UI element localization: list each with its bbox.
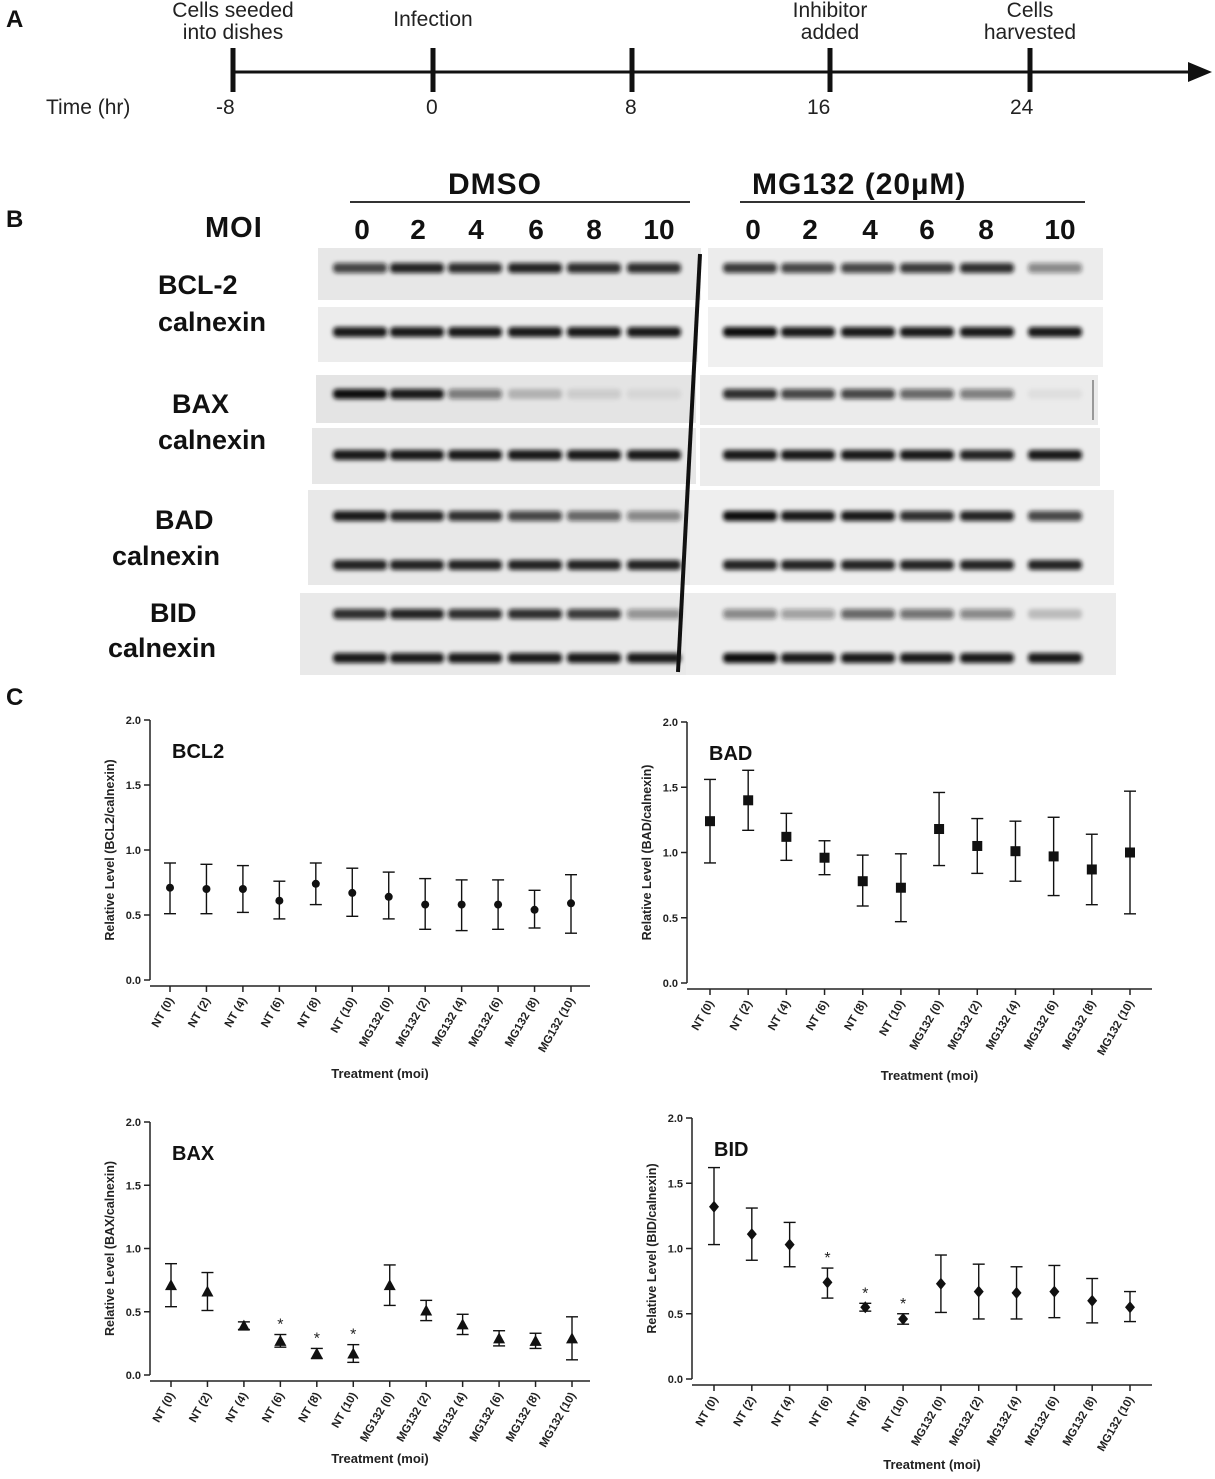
x-tick-label: MG132 (8) [503, 995, 542, 1050]
y-tick-label: 2.0 [662, 717, 678, 729]
blot-band [333, 560, 387, 570]
x-tick-label: NT (0) [689, 998, 717, 1033]
blot-band [723, 263, 777, 273]
x-tick-label: NT (2) [186, 995, 214, 1030]
timeline-event-label: Cells harvested [983, 0, 1077, 44]
x-axis-label: Treatment (moi) [331, 1451, 429, 1466]
data-point [421, 901, 429, 909]
x-tick-label: MG132 (0) [909, 1394, 948, 1449]
panel-label-a: A [6, 6, 24, 33]
blot-band [900, 560, 954, 570]
data-point [201, 1286, 213, 1297]
lane-label: 0 [354, 214, 370, 245]
blot-band [1028, 263, 1082, 273]
blot-band [960, 560, 1014, 570]
blot-band [781, 327, 835, 337]
blot-band [841, 450, 895, 460]
blot-band [781, 560, 835, 570]
lane-label: 0 [745, 214, 761, 245]
protein-label-bcl2: BCL-2 [158, 270, 238, 300]
blot-band [627, 389, 681, 399]
x-tick-label: NT (10) [328, 995, 359, 1036]
data-point [494, 901, 502, 909]
data-point [312, 880, 320, 888]
y-tick-label: 1.5 [125, 780, 141, 792]
x-tick-label: MG132 (0) [357, 995, 396, 1050]
y-axis-label: Relative Level (BAD/calnexin) [640, 764, 654, 941]
data-point [385, 893, 393, 901]
protein-label-bid: BID [150, 598, 197, 628]
data-point [1049, 851, 1059, 861]
x-tick-label: MG132 (0) [907, 998, 946, 1053]
western-blot [0, 0, 1215, 690]
blot-band [508, 450, 562, 460]
blot-band [448, 327, 502, 337]
x-tick-label: MG132 (10) [536, 995, 578, 1055]
x-tick-label: MG132 (4) [984, 998, 1023, 1053]
x-tick-label: NT (4) [766, 998, 793, 1033]
blot-band [390, 653, 444, 663]
blot-band [841, 609, 895, 619]
data-point [347, 1347, 359, 1358]
x-tick-label: NT (6) [807, 1394, 835, 1429]
data-point [936, 1278, 946, 1290]
blot-band [841, 389, 895, 399]
data-point [384, 1279, 396, 1290]
blot-band [1028, 450, 1082, 460]
data-point [420, 1304, 432, 1315]
data-point [165, 1279, 177, 1290]
blot-band [333, 389, 387, 399]
x-tick-label: MG132 (6) [1022, 998, 1061, 1053]
data-point [705, 816, 715, 826]
blot-band [841, 327, 895, 337]
x-tick-label: NT (0) [150, 1390, 178, 1425]
blot-band [448, 389, 502, 399]
chart-bad [607, 700, 1215, 1095]
blot-band [723, 653, 777, 663]
significance-star: * [899, 1295, 907, 1313]
significance-star: * [824, 1250, 831, 1268]
blot-strip [690, 490, 1114, 585]
blot-band [448, 609, 502, 619]
blot-band [627, 327, 681, 337]
data-point [972, 841, 982, 851]
blot-band [841, 263, 895, 273]
blot-band [567, 327, 621, 337]
data-point [1049, 1286, 1059, 1298]
lane-label: 4 [862, 214, 878, 245]
blot-band [723, 327, 777, 337]
x-axis-label: Treatment (moi) [331, 1066, 429, 1080]
x-tick-label: MG132 (10) [1095, 1394, 1137, 1454]
blot-band [723, 511, 777, 521]
blot-band [781, 450, 835, 460]
blot-band [390, 511, 444, 521]
chart-title: BID [714, 1139, 749, 1161]
blot-band [448, 560, 502, 570]
y-tick-label: 1.0 [662, 847, 678, 860]
blot-band [1028, 653, 1082, 663]
data-point [166, 884, 174, 892]
x-tick-label: NT (8) [845, 1394, 872, 1429]
x-tick-label: MG132 (8) [1060, 1394, 1099, 1449]
data-point [239, 885, 247, 893]
blot-band [448, 450, 502, 460]
chart-title: BAD [709, 743, 753, 765]
x-tick-label: MG132 (4) [985, 1394, 1024, 1449]
blot-band [333, 609, 387, 619]
blot-band [448, 653, 502, 663]
blot-band [1028, 327, 1082, 337]
blot-strip [708, 248, 1103, 300]
protein-label-calnexin: calnexin [108, 633, 217, 663]
data-point [311, 1347, 323, 1358]
lane-label: 10 [1044, 214, 1076, 245]
x-tick-label: MG132 (10) [537, 1390, 579, 1450]
blot-band [448, 263, 502, 273]
data-point [493, 1332, 505, 1343]
timeline-event-label: Cells seeded into dishes [172, 0, 294, 44]
blot-band [1028, 609, 1082, 619]
x-tick-label: NT (6) [259, 995, 286, 1030]
data-point [709, 1201, 719, 1213]
blot-band [567, 609, 621, 619]
x-tick-label: MG132 (2) [947, 1394, 986, 1449]
blot-band [333, 263, 387, 273]
timeline-time-label: Time (hr) [46, 96, 131, 119]
blot-strip [308, 490, 692, 585]
y-tick-label: 0.5 [662, 912, 678, 925]
lane-label: 8 [978, 214, 994, 245]
panel-label-b: B [6, 206, 24, 233]
blot-band [841, 511, 895, 521]
x-tick-label: NT (0) [693, 1394, 721, 1429]
blot-band [781, 609, 835, 619]
blot-band [960, 327, 1014, 337]
x-tick-label: NT (10) [879, 1394, 910, 1435]
y-tick-label: 1.0 [125, 845, 141, 857]
blot-band [567, 389, 621, 399]
blot-strip [318, 248, 701, 300]
data-point [457, 1318, 469, 1329]
y-tick-label: 0.0 [125, 1370, 141, 1382]
x-tick-label: NT (8) [296, 1390, 324, 1425]
x-tick-label: MG132 (2) [393, 995, 432, 1050]
blot-band [508, 511, 562, 521]
y-tick-label: 2.0 [667, 1113, 683, 1125]
blot-band [723, 450, 777, 460]
y-axis-label: Relative Level (BCL2/calnexin) [103, 759, 117, 941]
lane-label: 6 [919, 214, 935, 245]
x-tick-label: MG132 (2) [945, 998, 984, 1053]
significance-star: * [350, 1326, 357, 1344]
blot-band [567, 653, 621, 663]
timeline-time-value: 8 [625, 96, 637, 119]
y-tick-label: 0.0 [667, 1374, 683, 1386]
blot-band [390, 560, 444, 570]
data-point [820, 853, 830, 863]
x-tick-label: NT (2) [731, 1394, 759, 1429]
data-point [531, 906, 539, 914]
data-point [275, 897, 283, 905]
lane-label: 2 [802, 214, 818, 245]
protein-label-bax: BAX [172, 389, 230, 419]
chart-title: BAX [172, 1143, 215, 1165]
x-tick-label: MG132 (4) [430, 995, 469, 1050]
blot-band [960, 263, 1014, 273]
blot-band [723, 389, 777, 399]
x-tick-label: MG132 (8) [504, 1390, 543, 1445]
blot-band [781, 511, 835, 521]
timeline-event-label: Inhibitor added [792, 0, 868, 44]
data-point [785, 1239, 795, 1251]
blot-band [900, 653, 954, 663]
blot-band [567, 560, 621, 570]
x-tick-label: NT (4) [769, 1394, 797, 1429]
blot-band [900, 263, 954, 273]
x-tick-label: MG132 (10) [1095, 998, 1137, 1058]
blot-band [627, 263, 681, 273]
blot-band [448, 511, 502, 521]
blot-band [841, 653, 895, 663]
blot-band [508, 560, 562, 570]
blot-band [1028, 389, 1082, 399]
lane-label: 4 [468, 214, 484, 245]
timeline-time-value: 0 [426, 96, 438, 119]
x-tick-label: MG132 (2) [394, 1390, 433, 1445]
y-axis-label: Relative Level (BID/calnexin) [645, 1163, 659, 1334]
y-tick-label: 1.0 [125, 1243, 141, 1256]
blot-band [627, 450, 681, 460]
x-tick-label: MG132 (4) [431, 1390, 470, 1445]
blot-band [333, 653, 387, 663]
x-tick-label: NT (2) [187, 1390, 215, 1425]
x-tick-label: NT (6) [804, 998, 832, 1033]
data-point [1125, 848, 1135, 858]
x-tick-label: NT (0) [149, 995, 177, 1030]
x-tick-label: NT (6) [260, 1390, 287, 1425]
lane-label: 2 [410, 214, 426, 245]
blot-band [1028, 511, 1082, 521]
data-point [1087, 1295, 1097, 1307]
data-point [567, 899, 575, 907]
blot-band [627, 653, 681, 663]
data-point [858, 876, 868, 886]
y-tick-label: 0.5 [125, 910, 141, 922]
moi-label: MOI [205, 212, 263, 244]
blot-band [900, 450, 954, 460]
x-tick-label: MG132 (8) [1060, 998, 1099, 1053]
chart-bid [607, 1095, 1215, 1479]
blot-band [960, 609, 1014, 619]
y-tick-label: 1.5 [125, 1180, 141, 1193]
data-point [822, 1276, 832, 1288]
data-point [458, 901, 466, 909]
y-tick-label: 1.5 [667, 1178, 683, 1191]
group-label-dmso: DMSO [448, 168, 542, 201]
blot-band [333, 327, 387, 337]
x-tick-label: MG132 (0) [358, 1390, 397, 1445]
data-point [934, 824, 944, 834]
blot-band [960, 653, 1014, 663]
blot-band [333, 450, 387, 460]
blot-band [567, 511, 621, 521]
blot-band [627, 609, 681, 619]
protein-label-calnexin: calnexin [112, 541, 221, 571]
blot-band [900, 609, 954, 619]
timeline-time-value: -8 [216, 96, 235, 119]
significance-star: * [277, 1316, 284, 1334]
blot-band [567, 263, 621, 273]
data-point [896, 883, 906, 893]
panel-label-c: C [6, 684, 24, 711]
x-tick-label: NT (10) [877, 998, 908, 1039]
x-tick-label: MG132 (6) [1023, 1394, 1061, 1449]
blot-band [508, 263, 562, 273]
data-point [530, 1335, 542, 1346]
blot-band [960, 511, 1014, 521]
chart-bax [0, 1100, 607, 1479]
x-tick-label: NT (2) [728, 998, 755, 1033]
blot-band [781, 653, 835, 663]
blot-band [781, 263, 835, 273]
timeline-event-label: Infection [393, 8, 473, 31]
blot-band [627, 560, 681, 570]
blot-band [1028, 560, 1082, 570]
x-tick-label: NT (4) [223, 1390, 251, 1425]
blot-band [333, 511, 387, 521]
y-tick-label: 0.0 [125, 975, 141, 987]
blot-band [960, 389, 1014, 399]
data-point [1010, 846, 1020, 856]
data-point [747, 1228, 757, 1240]
timeline-time-value: 24 [1010, 96, 1034, 119]
blot-band [390, 263, 444, 273]
blot-band [390, 450, 444, 460]
data-point [274, 1335, 286, 1346]
y-tick-label: 0.5 [667, 1308, 683, 1321]
blot-band [390, 327, 444, 337]
data-point [898, 1313, 908, 1325]
x-tick-label: NT (8) [842, 998, 870, 1033]
protein-label-calnexin: calnexin [158, 307, 267, 337]
data-point [743, 795, 753, 805]
data-point [348, 889, 356, 897]
group-label-mg132: MG132 (20µM) [752, 168, 967, 201]
protein-label-calnexin: calnexin [158, 425, 267, 455]
blot-band [508, 389, 562, 399]
blot-band [508, 653, 562, 663]
blot-band [508, 609, 562, 619]
blot-band [567, 450, 621, 460]
data-point [566, 1332, 578, 1343]
blot-band [841, 560, 895, 570]
x-tick-label: MG132 (6) [467, 1390, 506, 1445]
blot-band [723, 609, 777, 619]
blot-band [900, 389, 954, 399]
data-point [974, 1286, 984, 1298]
blot-band [960, 450, 1014, 460]
y-tick-label: 1.5 [662, 782, 678, 795]
data-point [781, 832, 791, 842]
x-tick-label: NT (4) [222, 995, 250, 1030]
x-axis-label: Treatment (moi) [880, 1068, 979, 1083]
y-tick-label: 0.0 [662, 978, 678, 990]
protein-label-bad: BAD [155, 505, 214, 535]
blot-band [508, 327, 562, 337]
blot-strip [700, 375, 1098, 425]
significance-star: * [313, 1330, 320, 1348]
x-tick-label: NT (8) [295, 995, 323, 1030]
lane-label: 8 [586, 214, 602, 245]
chart-title: BCL2 [172, 741, 225, 763]
chart-bcl2 [0, 700, 607, 1080]
blot-band [900, 327, 954, 337]
significance-star: * [862, 1285, 869, 1303]
blot-band [781, 389, 835, 399]
data-point [1012, 1287, 1022, 1299]
x-tick-label: NT (10) [329, 1390, 360, 1431]
data-point [1087, 864, 1097, 874]
x-axis-label: Treatment (moi) [883, 1457, 981, 1472]
y-tick-label: 0.5 [125, 1306, 141, 1319]
blot-band [723, 560, 777, 570]
timeline-time-value: 16 [807, 96, 831, 119]
blot-band [390, 609, 444, 619]
lane-label: 6 [528, 214, 544, 245]
data-point [202, 885, 210, 893]
y-axis-label: Relative Level (BAX/calnexin) [103, 1160, 117, 1337]
blot-band [900, 511, 954, 521]
blot-band [627, 511, 681, 521]
x-tick-label: MG132 (6) [466, 995, 505, 1050]
y-tick-label: 1.0 [667, 1243, 683, 1256]
y-tick-label: 2.0 [125, 1117, 141, 1129]
blot-band [390, 389, 444, 399]
lane-label: 10 [643, 214, 675, 245]
y-tick-label: 2.0 [125, 715, 141, 727]
data-point [1125, 1301, 1135, 1313]
